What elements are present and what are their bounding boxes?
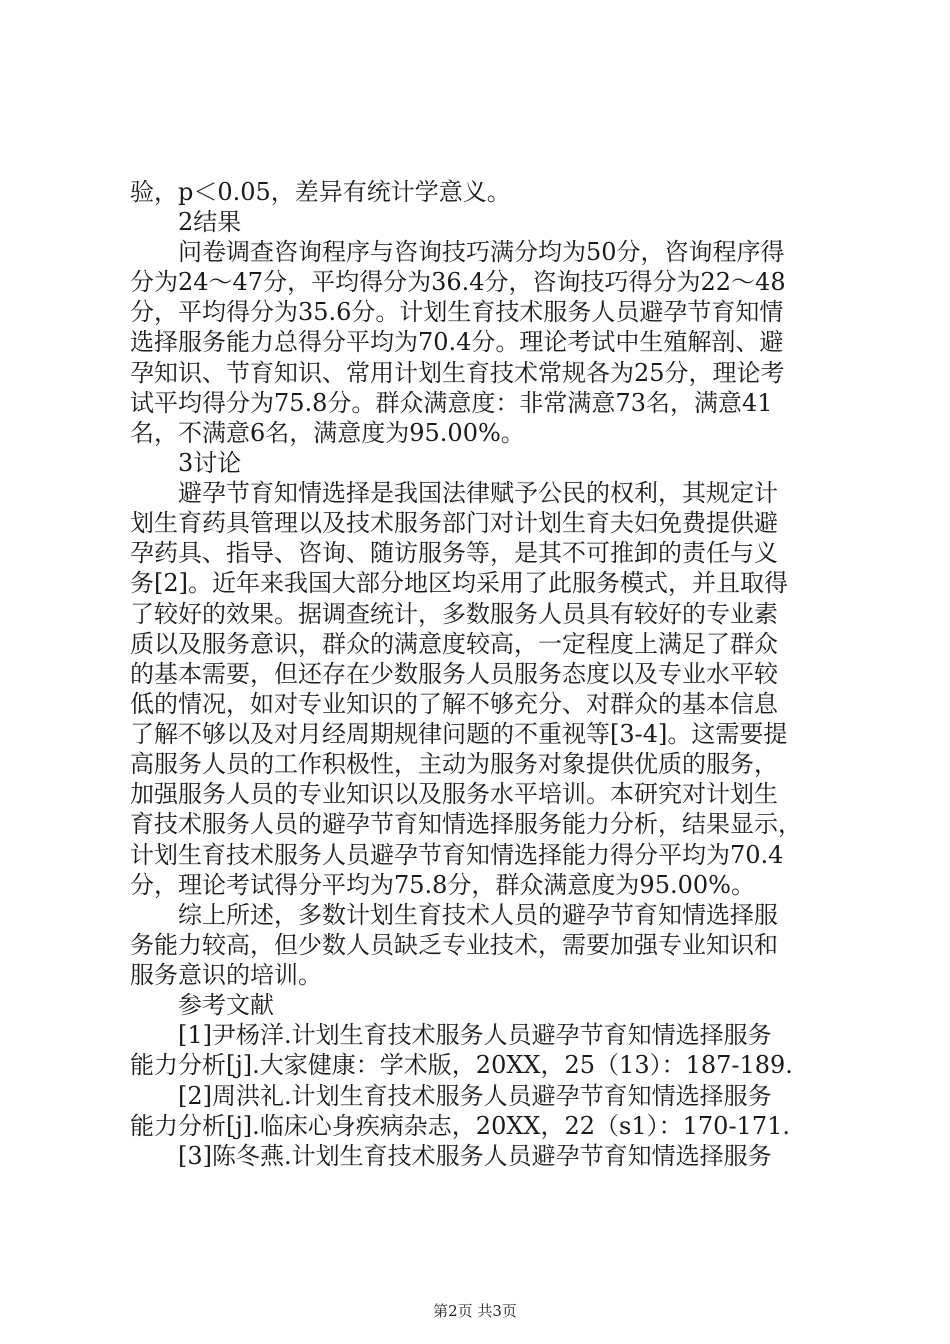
- text-line: 孕药具、指导、咨询、随访服务等，是其不可推卸的责任与义: [130, 539, 778, 567]
- text-line: 分为24～47分，平均得分为36.4分，咨询技巧得分为22～48: [130, 268, 786, 296]
- text-line: 质以及服务意识，群众的满意度较高，一定程度上满足了群众: [130, 630, 778, 658]
- text-line: 分，平均得分为35.6分。计划生育技术服务人员避孕节育知情: [130, 298, 784, 326]
- text-line: 务能力较高，但少数人员缺乏专业技术，需要加强专业知识和: [130, 931, 778, 959]
- text-line: 孕知识、节育知识、常用计划生育技术常规各为25分，理论考: [130, 359, 785, 387]
- text-line: 高服务人员的工作积极性，主动为服务对象提供优质的服务，: [130, 750, 778, 778]
- text-line: 的基本需要，但还存在少数服务人员服务态度以及专业水平较: [130, 660, 778, 688]
- text-line: 试平均得分为75.8分。群众满意度：非常满意73名，满意41: [130, 389, 773, 417]
- text-line: 划生育药具管理以及技术服务部门对计划生育夫妇免费提供避: [130, 509, 778, 537]
- text-line: 了较好的效果。据调查统计，多数服务人员具有较好的专业素: [130, 600, 778, 628]
- text-line: 避孕节育知情选择是我国法律赋予公民的权利，其规定计: [178, 479, 778, 507]
- reference-item: 能力分析[j].大家健康：学术版，20XX，25（13）：187-189.: [130, 1051, 793, 1079]
- text-line: 名，不满意6名，满意度为95.00%。: [130, 419, 525, 447]
- section-heading-discussion: 3讨论: [178, 449, 242, 477]
- text-line: 务[2]。近年来我国大部分地区均采用了此服务模式，并且取得: [130, 569, 788, 597]
- text-line: 计划生育技术服务人员避孕节育知情选择能力得分平均为70.4: [130, 841, 784, 869]
- text-line: 选择服务能力总得分平均为70.4分。理论考试中生殖解剖、避: [130, 328, 784, 356]
- text-line: 综上所述，多数计划生育技术人员的避孕节育知情选择服: [178, 901, 778, 929]
- reference-item: [2]周洪礼.计划生育技术服务人员避孕节育知情选择服务: [178, 1082, 772, 1110]
- text-line: 育技术服务人员的避孕节育知情选择服务能力分析，结果显示，: [130, 810, 802, 838]
- references-heading: 参考文献: [178, 991, 274, 1019]
- text-line: 服务意识的培训。: [130, 961, 322, 989]
- reference-item: [1]尹杨洋.计划生育技术服务人员避孕节育知情选择服务: [178, 1021, 772, 1049]
- reference-item: 能力分析[j].临床心身疾病杂志，20XX，22（s1）：170-171.: [130, 1112, 790, 1140]
- reference-item: [3]陈冬燕.计划生育技术服务人员避孕节育知情选择服务: [178, 1142, 772, 1170]
- text-line: 加强服务人员的专业知识以及服务水平培训。本研究对计划生: [130, 780, 778, 808]
- page-number-footer: 第2页 共3页: [433, 1302, 517, 1320]
- text-line: 问卷调查咨询程序与咨询技巧满分均为50分，咨询程序得: [178, 238, 785, 266]
- text-line: 了解不够以及对月经周期规律问题的不重视等[3-4]。这需要提: [130, 720, 788, 748]
- text-line: 分，理论考试得分平均为75.8分，群众满意度为95.00%。: [130, 871, 755, 899]
- text-line: 低的情况，如对专业知识的了解不够充分、对群众的基本信息: [130, 690, 778, 718]
- text-line: 验，p＜0.05，差异有统计学意义。: [130, 178, 511, 206]
- section-heading-results: 2结果: [178, 208, 242, 236]
